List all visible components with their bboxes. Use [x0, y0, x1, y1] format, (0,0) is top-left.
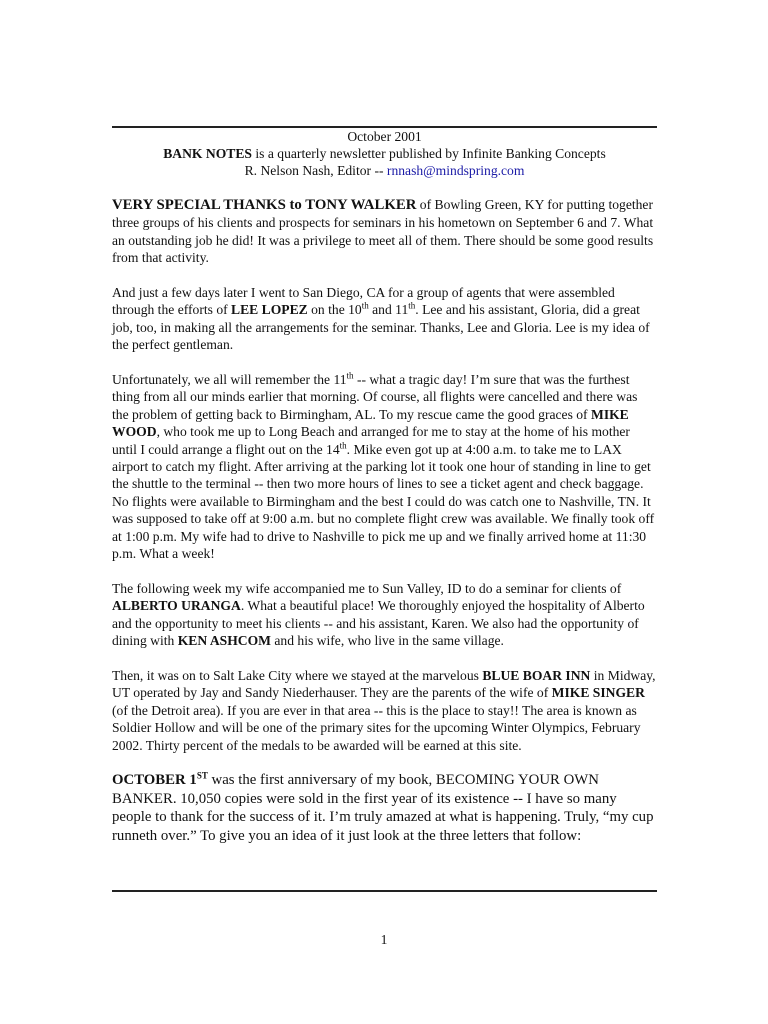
bold-name: BLUE BOAR INN — [482, 667, 591, 683]
paragraph-text: on the 10 — [307, 302, 362, 318]
paragraph-october-1st — [112, 771, 657, 845]
newsletter-header — [112, 128, 657, 179]
paragraph-text: and his wife, who live in the same village. — [271, 633, 504, 649]
ordinal-suffix: th — [361, 300, 369, 311]
bold-name: MIKE WOOD — [112, 406, 629, 440]
editor-name: R. Nelson Nash, Editor -- — [244, 163, 387, 178]
ordinal-suffix: th — [408, 300, 416, 311]
editor-line — [112, 162, 657, 179]
newsletter-body — [112, 196, 657, 862]
paragraph-text: and 11 — [368, 302, 409, 318]
paragraph-text: The following week my wife accompanied me to Sun Valley, ID to do a seminar for clients of — [112, 580, 622, 596]
bold-name: KEN ASHCOM — [177, 633, 271, 649]
paragraph-text: -- what a tragic day! I’m sure that was the furthest thing from all our minds earlier that morning. Of course, all flights were cancelled and there was the problem of getting back to Birmingham, AL. To my rescue came the good graces of — [112, 372, 638, 422]
paragraph-text: of Bowling Green, KY for putting together three groups of his clients and prospects for seminars in his hometown on September 6 and 7. What an outstanding job he did! It was a privilege to meet all of them. There should be some good results from that activity. — [112, 197, 654, 266]
paragraph-text: And just a few days later I went to San Diego, CA for a group of agents that were assembled through the efforts of — [112, 285, 615, 318]
paragraph-lee-lopez — [112, 284, 657, 354]
bold-name: ALBERTO URANGA — [112, 598, 241, 614]
paragraph-text: (of the Detroit area). If you are ever in that area -- this is the place to stay!! The area is known as Soldier Hollow and will be one of the primary sites for the upcoming Winter Olympics, February 2002. Thirty percent of the medals to be awarded will be earned at this site. — [112, 702, 641, 753]
paragraph-salt-lake — [112, 667, 657, 754]
bottom-rule — [112, 890, 657, 892]
masthead-line — [112, 145, 657, 162]
paragraph-tony-walker — [112, 196, 657, 267]
paragraph-text: Then, it was on to Salt Lake City where we stayed at the marvelous — [112, 667, 483, 683]
bold-heading: OCTOBER 1 — [112, 772, 197, 789]
paragraph-text: . Lee and his assistant, Gloria, did a great job, too, in making all the arrangements for the seminar. Thanks, Lee and Gloria. Lee is my idea of the perfect gentleman. — [112, 302, 650, 353]
paragraph-text: , who took me up to Long Beach and arranged for me to stay at the home of his mother until I could arrange a flight out on the 14 — [112, 424, 630, 457]
paragraph-text: . Mike even got up at 4:00 a.m. to take me to LAX airport to catch my flight. After arriving at the parking lot it took one hour of standing in line to get the shuttle to the terminal -- then two more hours of lines to see a ticket agent and check baggage. No flights were available to Birmingham and the best I could do was catch one to Nashville, TN. It was supposed to take off at 9:00 a.m. but no complete flight crew was available. We finally took off at 1:00 p.m. My wife had to drive to Nashville to pick me up and we finally arrived home at 11:30 p.m. What a week! — [112, 441, 655, 562]
paragraph-september-11 — [112, 371, 657, 562]
paragraph-text: was the first anniversary of my book, BECOMING YOUR OWN BANKER. 10,050 copies were sold in the first year of its existence -- I have so many people to thank for the success of it. I’m truly amazed at what is happening. Truly, “my cup runneth over.” To give you an idea of it just look at the three letters that follow: — [112, 772, 654, 844]
paragraph-text: Unfortunately, we all will remember the 11 — [112, 372, 347, 388]
bold-name: MIKE SINGER — [551, 685, 645, 701]
paragraph-text: in Midway, UT operated by Jay and Sandy Niederhauser. They are the parents of the wife of — [112, 667, 656, 701]
paragraph-text: . What a beautiful place! We thoroughly enjoyed the hospitality of Alberto and the opportunity to meet his clients -- and his assistant, Karen. We also had the opportunity of dining with — [112, 598, 645, 649]
masthead-description: is a quarterly newsletter published by Infinite Banking Concepts — [252, 146, 606, 161]
editor-email-link[interactable]: rnnash@mindspring.com — [386, 163, 525, 178]
page-number: 1 — [380, 932, 388, 947]
bold-heading: VERY SPECIAL THANKS to TONY WALKER — [112, 197, 417, 213]
ordinal-suffix: ST — [196, 770, 208, 781]
bold-name: LEE LOPEZ — [231, 302, 308, 318]
ordinal-suffix: th — [346, 370, 354, 381]
issue-date: October 2001 — [347, 129, 422, 144]
paragraph-sun-valley — [112, 580, 657, 650]
newsletter-name: BANK NOTES — [163, 146, 252, 161]
ordinal-suffix: th — [339, 440, 347, 451]
